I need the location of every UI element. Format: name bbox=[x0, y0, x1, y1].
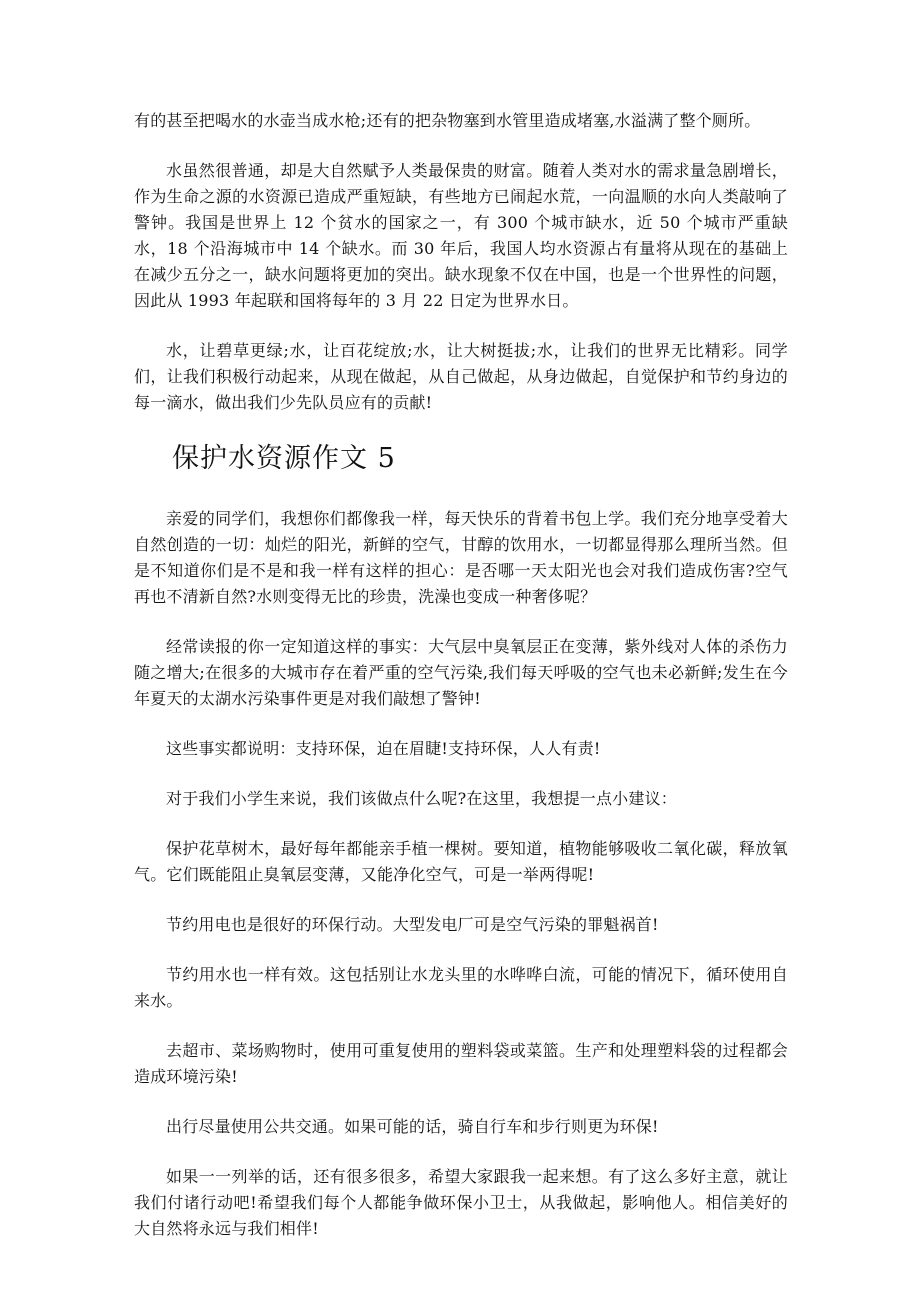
paragraph: 亲爱的同学们，我想你们都像我一样，每天快乐的背着书包上学。我们充分地享受着大自然创造的一切：灿烂的阳光，新鲜的空气，甘醇的饮用水，一切都显得那么理所当然。但是不知道你们是不是和我一样有这样的担心：是否哪一天太阳光也会对我们造成伤害?空气再也不清新自然?水则变得无比的珍贵，洗澡也变成一种奢侈呢？ bbox=[134, 509, 788, 606]
paragraph: 保护花草树木，最好每年都能亲手植一棵树。要知道，植物能够吸收二氧化碳，释放氧气。它们既能阻止臭氧层变薄，又能净化空气，可是一举两得呢! bbox=[134, 839, 788, 884]
paragraph: 经常读报的你一定知道这样的事实：大气层中臭氧层正在变薄，紫外线对人体的杀伤力随之增大;在很多的大城市存在着严重的空气污染,我们每天呼吸的空气也未必新鲜;发生在今年夏天的太湖水污染事件更是对我们敲想了警钟! bbox=[134, 637, 788, 708]
paragraph: 如果一一列举的话，还有很多很多，希望大家跟我一起来想。有了这么多好主意，就让我们付诸行动吧!希望我们每个人都能争做环保小卫士，从我做起，影响他人。相信美好的大自然将永远与我们相伴! bbox=[134, 1167, 788, 1238]
paragraph: 节约用电也是很好的环保行动。大型发电厂可是空气污染的罪魁祸首! bbox=[166, 915, 659, 934]
paragraph: 去超市、菜场购物时，使用可重复使用的塑料袋或菜篮。生产和处理塑料袋的过程都会造成环境污染! bbox=[134, 1041, 788, 1086]
section-heading: 保护水资源作文 5 bbox=[172, 443, 396, 474]
paragraph: 水虽然很普通，却是大自然赋予人类最保贵的财富。随着人类对水的需求量急剧增长，作为生命之源的水资源已造成严重短缺，有些地方已闹起水荒，一向温顺的水向人类敲响了警钟。我国是世界上 12 个贫水的国家之一，有 300 个城市缺水，近 50 个城市严重缺水，18 个沿海城市中 14 个缺水。而 30 年后，我国人均水资源占有量将从现在的基础上在减少五分之一，缺水问题将更加的突出。缺水现象不仅在中国，也是一个世界性的问题，因此从 1993 年起联和国将每年的 3 月 22 日定为世界水日。 bbox=[134, 161, 788, 310]
paragraph: 水，让碧草更绿;水，让百花绽放;水，让大树挺拔;水，让我们的世界无比精彩。同学们，让我们积极行动起来，从现在做起，从自己做起，从身边做起，自觉保护和节约身边的每一滴水，做出我们少先队员应有的贡献! bbox=[134, 341, 788, 412]
paragraph: 出行尽量使用公共交通。如果可能的话，骑自行车和步行则更为环保! bbox=[166, 1117, 659, 1136]
paragraph: 对于我们小学生来说，我们该做点什么呢?在这里，我想提一点小建议： bbox=[166, 789, 677, 808]
paragraph: 节约用水也一样有效。这包括别让水龙头里的水哗哗白流，可能的情况下，循环使用自来水。 bbox=[134, 965, 788, 1010]
paragraph: 这些事实都说明：支持环保，迫在眉睫!支持环保，人人有责! bbox=[166, 739, 601, 758]
paragraph: 有的甚至把喝水的水壶当成水枪;还有的把杂物塞到水管里造成堵塞,水溢满了整个厕所。 bbox=[134, 111, 761, 130]
document-body bbox=[134, 108, 788, 1266]
